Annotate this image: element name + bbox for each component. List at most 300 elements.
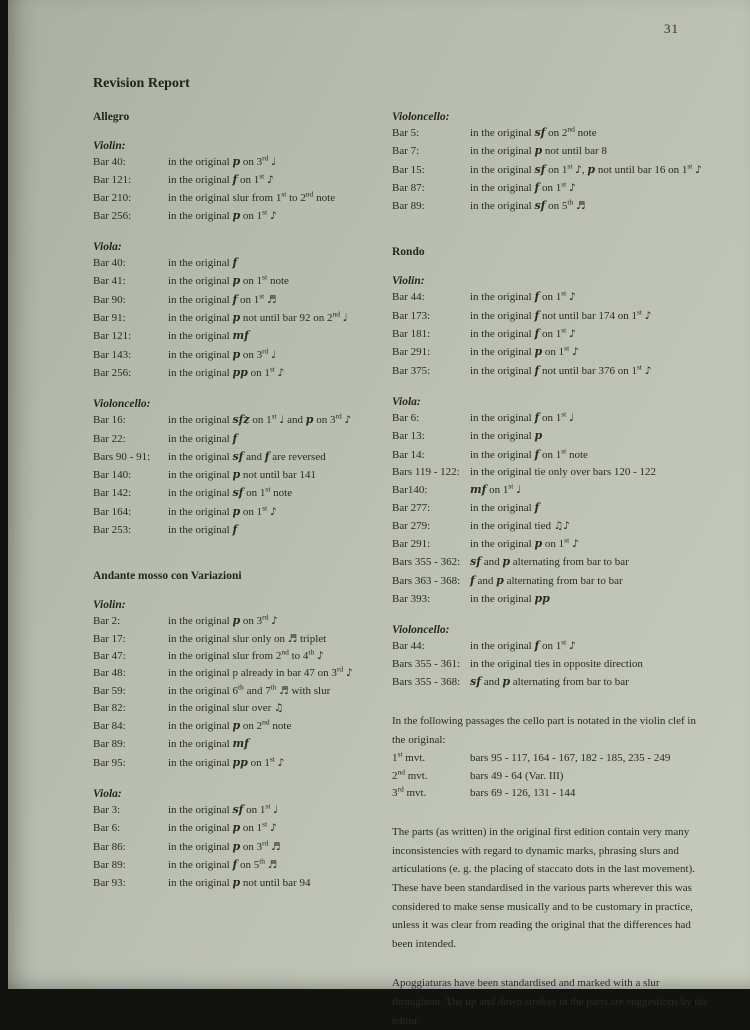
revision-row	[93, 735, 393, 753]
revision-description: in the original sf on 1st ♩	[168, 801, 279, 817]
note-glyph: ♪	[571, 538, 579, 551]
revision-description: in the original p not until bar 8	[470, 144, 607, 158]
revision-description: in the original f not until bar 376 on 1st ♪	[470, 362, 652, 377]
revision-description: in the original f not until bar 174 on 1st ♪	[470, 307, 652, 322]
revision-row	[93, 521, 393, 539]
revision-row	[93, 717, 393, 735]
part-heading: Viola:	[93, 241, 122, 254]
note-glyph: ♩	[516, 484, 522, 497]
revision-description: sf and p alternating from bar to bar	[470, 674, 629, 688]
dynamic-mark: p	[232, 155, 241, 168]
dynamic-mark: sf	[470, 555, 481, 569]
part-heading: Violin:	[93, 140, 126, 152]
revision-row	[392, 161, 728, 179]
ordinal-superscript: st	[561, 325, 567, 335]
dynamic-mark: p	[534, 537, 543, 551]
ordinal-superscript: rd	[336, 664, 344, 674]
revision-row	[392, 343, 728, 361]
dynamic-mark: p	[232, 208, 241, 222]
revision-description: bars 95 - 117, 164 - 167, 182 - 185, 235 - 249	[470, 752, 671, 765]
note-glyph: ♪	[575, 163, 582, 176]
revision-row	[93, 364, 393, 382]
paragraph: Apoggiaturas have been standardised and marked with a slur throughout. The up and down strokes in the parts are suggestions by the editor.	[392, 977, 708, 1027]
paragraph: The parts (as written) in the original first edition contain very many inconsistencies with regard to dynamic marks, phrasing slurs and articulations (e. g. the placing of staccato dots in the last movement). These have been standardised in the various parts wherever this was considered to make sense musically and to be customary in practice, unless it was clear from reading the original that the differences had been intended.	[392, 826, 696, 950]
ordinal-superscript: th	[237, 681, 244, 691]
bar-label: Bar 210:	[93, 191, 132, 204]
note-glyph: ♩	[568, 411, 574, 424]
ordinal-superscript: rd	[262, 612, 269, 622]
note-glyph: ♪	[345, 667, 353, 680]
revision-description: in the original f on 1st ♪	[168, 171, 274, 187]
part-heading: Violin:	[392, 275, 425, 288]
revision-row	[392, 446, 728, 464]
note-glyph: ♪	[568, 181, 576, 194]
note-glyph: ♪	[269, 209, 277, 222]
revision-row	[93, 631, 393, 648]
revision-description: in the original sf and f are reversed	[168, 449, 326, 463]
page-number: 31	[664, 21, 679, 36]
note-glyph: ♩	[271, 348, 277, 361]
bar-label: Bar 87:	[392, 181, 425, 194]
revision-description: in the original p	[470, 429, 543, 443]
bar-label: Bar 84:	[93, 720, 126, 733]
note-glyph: ♪	[644, 309, 652, 322]
revision-row	[93, 327, 393, 345]
bar-label: 1st mvt.	[392, 749, 426, 765]
revision-row	[392, 427, 728, 445]
dynamic-mark: f	[470, 573, 475, 587]
ordinal-superscript: rd	[262, 837, 269, 847]
revision-row	[93, 448, 393, 466]
ordinal-superscript: st	[687, 160, 693, 170]
dynamic-mark: f	[232, 256, 238, 270]
bar-label: Bars 355 - 361:	[392, 657, 461, 670]
bar-label: Bar 95:	[93, 756, 126, 769]
dynamic-mark: p	[305, 413, 314, 427]
bar-label: Bar 140:	[93, 469, 132, 482]
revision-row	[392, 325, 728, 343]
ordinal-superscript: st	[567, 160, 573, 170]
revision-row	[392, 362, 728, 380]
revision-description: in the original pp on 1st ♪	[168, 364, 285, 379]
note-glyph: ♩	[271, 156, 277, 168]
dynamic-mark: p	[587, 162, 596, 176]
ordinal-superscript: th	[308, 647, 315, 657]
revision-row	[93, 190, 393, 207]
ordinal-superscript: st	[262, 503, 268, 513]
note-glyph: ♪	[277, 366, 285, 379]
ordinal-superscript: st	[561, 179, 567, 189]
dynamic-mark: f	[264, 449, 270, 463]
ordinal-superscript: st	[397, 749, 403, 759]
revision-row	[392, 637, 728, 655]
part-heading: Violoncello:	[392, 111, 450, 123]
dynamic-mark: p	[502, 674, 511, 688]
ordinal-superscript: st	[281, 188, 287, 198]
bar-label: Bar 15:	[392, 163, 425, 176]
part-heading: Viola:	[392, 395, 421, 408]
dynamic-mark: f	[534, 447, 540, 461]
revision-row	[93, 648, 393, 665]
bar-label: Bar 93:	[93, 877, 126, 890]
revision-description: f and p alternating from bar to bar	[470, 573, 623, 587]
dynamic-mark: f	[534, 410, 540, 424]
note-glyph: ♪	[571, 346, 579, 359]
ordinal-superscript: rd	[335, 411, 342, 421]
ordinal-superscript: st	[564, 535, 570, 545]
bar-label: Bar 48:	[93, 667, 126, 680]
bar-label: Bars 355 - 362:	[392, 556, 461, 569]
dynamic-mark: p	[534, 429, 543, 443]
ordinal-superscript: st	[269, 364, 275, 374]
revision-row	[93, 291, 393, 309]
revision-description: in the original sfz on 1st ♩ and p on 3rd ♪	[168, 411, 352, 427]
revision-description: in the original mf	[168, 329, 249, 343]
revision-row	[93, 254, 393, 272]
revision-description: in the original f	[470, 501, 540, 515]
bar-label: Bar 256:	[93, 209, 132, 222]
dynamic-mark: sf	[534, 126, 546, 139]
revision-row	[93, 207, 393, 225]
note-glyph: ♫	[274, 701, 284, 714]
bar-label: Bar 173:	[392, 309, 431, 322]
revision-row	[392, 288, 728, 306]
revision-rows	[392, 288, 728, 379]
dynamic-mark: p	[232, 274, 241, 288]
dynamic-mark: pp	[534, 591, 550, 605]
movement-heading: Allegro	[93, 111, 130, 123]
dynamic-mark: pp	[232, 365, 248, 379]
movement-heading: Andante mosso con Variazioni	[93, 570, 242, 583]
revision-row	[93, 754, 393, 772]
revision-description: bars 49 - 64 (Var. III)	[470, 769, 564, 782]
revision-row	[392, 518, 728, 535]
dynamic-mark: sf	[232, 803, 244, 817]
note-glyph: ♩	[342, 312, 348, 325]
dynamic-mark: f	[534, 501, 540, 515]
bar-label: Bar 47:	[93, 649, 126, 662]
bar-label: Bar 59:	[93, 684, 126, 697]
dynamic-mark: f	[232, 292, 238, 306]
bar-label: Bar 6:	[392, 411, 420, 424]
dynamic-mark: p	[534, 144, 543, 158]
dynamic-mark: pp	[232, 755, 248, 769]
dynamic-mark: f	[534, 639, 540, 653]
bar-label: Bar 17:	[93, 632, 126, 645]
dynamic-mark: sf	[232, 486, 244, 500]
dynamic-mark: mf	[232, 329, 249, 343]
revision-rows	[93, 153, 393, 225]
revision-description: in the original p not until bar 141	[168, 468, 316, 482]
bar-label: Bar 143:	[93, 348, 132, 361]
revision-description: in the original tie only over bars 120 - 122	[470, 465, 657, 478]
revision-description: in the original f on 1st ♪	[470, 288, 576, 304]
revision-row	[392, 656, 728, 673]
bar-label: Bar 44:	[392, 640, 425, 653]
ordinal-superscript: th	[567, 197, 574, 207]
bar-label: Bar 16:	[93, 414, 126, 427]
revision-description: in the original f	[168, 523, 238, 537]
bar-label: Bar 22:	[93, 432, 126, 445]
revision-row	[93, 346, 393, 364]
bar-label: Bar 2:	[93, 615, 121, 628]
revision-row	[392, 124, 728, 142]
dynamic-mark: f	[534, 363, 540, 377]
ordinal-superscript: nd	[567, 124, 575, 134]
ordinal-superscript: nd	[281, 647, 289, 657]
dynamic-mark: p	[232, 719, 241, 733]
revision-row	[392, 142, 728, 160]
bar-label: Bar 121:	[93, 174, 132, 187]
revision-description: in the original f on 1st ♪	[470, 325, 576, 341]
page-title: Revision Report	[93, 76, 190, 91]
dynamic-mark: mf	[470, 483, 487, 497]
part-heading: Violin:	[93, 599, 126, 612]
revision-row	[93, 466, 393, 484]
note-glyph: ♪	[317, 649, 324, 662]
revision-description: in the original sf on 5th ♬	[470, 197, 586, 213]
dynamic-mark: mf	[232, 737, 249, 751]
revision-rows	[93, 612, 393, 772]
revision-row	[93, 309, 393, 327]
revision-row	[392, 409, 728, 427]
note-glyph: ♪	[695, 163, 702, 176]
dynamic-mark: f	[534, 290, 540, 304]
revision-description: in the original f on 1st note	[470, 445, 588, 461]
note-glyph: ♫♪	[553, 519, 570, 532]
revision-row	[392, 307, 728, 325]
dynamic-mark: p	[232, 504, 241, 518]
revision-row	[392, 464, 728, 481]
bar-label: 3rd mvt.	[392, 784, 427, 799]
bar-label: Bar 13:	[392, 430, 425, 443]
dynamic-mark: f	[534, 327, 540, 341]
revision-row	[93, 801, 393, 819]
bar-label: Bar 5:	[392, 127, 420, 139]
ordinal-superscript: st	[508, 481, 514, 491]
bar-label: Bar 89:	[93, 858, 126, 871]
revision-row	[93, 838, 393, 856]
ordinal-superscript: rd	[397, 784, 404, 794]
ordinal-superscript: st	[636, 362, 642, 372]
revision-rows	[93, 254, 393, 382]
bar-label: 2nd mvt.	[392, 766, 428, 782]
revision-row	[392, 197, 728, 215]
bar-label: Bar 121:	[93, 330, 132, 343]
revision-row	[93, 153, 393, 171]
revision-rows	[93, 801, 393, 892]
ordinal-superscript: st	[561, 445, 567, 455]
revision-description: in the original slur over ♫	[168, 701, 284, 714]
dynamic-mark: sf	[232, 449, 244, 463]
revision-description: in the original mf	[168, 737, 249, 751]
ordinal-superscript: st	[259, 171, 265, 181]
revision-description: in the original sf on 1st ♪, p not until bar 16 on 1st ♪	[470, 160, 702, 176]
part-heading: Violoncello:	[392, 624, 450, 637]
note-glyph: ♬	[576, 200, 586, 213]
revision-rows	[392, 750, 728, 802]
ordinal-superscript: th	[259, 856, 266, 866]
note-glyph: ♬	[279, 684, 289, 697]
page	[8, 0, 750, 1027]
bar-label: Bar 277:	[392, 502, 431, 515]
bar-label: Bars 119 - 122:	[392, 465, 460, 478]
revision-row	[93, 430, 393, 448]
revision-row	[392, 553, 728, 571]
revision-row	[392, 673, 728, 691]
ordinal-superscript: st	[262, 819, 268, 829]
bar-label: Bars 355 - 368:	[392, 675, 461, 688]
ordinal-superscript: st	[636, 307, 642, 317]
revision-row	[392, 750, 728, 767]
revision-row	[93, 484, 393, 502]
revision-description: in the original p on 3rd ♪	[168, 612, 278, 628]
dynamic-mark: f	[232, 857, 238, 871]
revision-description: in the original f on 5th ♬	[168, 856, 278, 871]
revision-description: in the original p already in bar 47 on 3rd ♪	[168, 664, 353, 680]
revision-description: in the original tied ♫♪	[470, 519, 570, 532]
bar-label: Bar 181:	[392, 328, 431, 341]
bar-label: Bar 375:	[392, 364, 431, 377]
dynamic-mark: sf	[534, 162, 546, 176]
dynamic-mark: p	[232, 468, 241, 482]
note-glyph: ♬	[271, 840, 281, 853]
revision-row	[93, 665, 393, 682]
bar-label: Bar 89:	[93, 738, 126, 751]
revision-row	[93, 874, 393, 892]
revision-row	[392, 768, 728, 785]
dynamic-mark: p	[232, 821, 241, 835]
revision-description: sf and p alternating from bar to bar	[470, 555, 629, 569]
revision-description: in the original f on 1st ♪	[470, 179, 576, 194]
bar-label: Bar 291:	[392, 538, 431, 551]
note-glyph: ♬	[287, 632, 298, 645]
note-glyph: ♪	[269, 505, 277, 518]
revision-row	[392, 572, 728, 590]
ordinal-superscript: rd	[262, 346, 269, 356]
bar-label: Bar 89:	[392, 200, 425, 213]
revision-description: in the original p on 1st ♪	[168, 503, 277, 518]
ordinal-superscript: nd	[332, 309, 340, 319]
note-glyph: ♬	[267, 858, 278, 871]
ordinal-superscript: st	[262, 272, 268, 282]
note-glyph: ♪	[568, 291, 576, 304]
revision-description: in the original p on 2nd note	[168, 717, 292, 733]
note-glyph: ♪	[344, 414, 352, 427]
note-glyph: ♪	[568, 328, 576, 341]
ordinal-superscript: nd	[262, 717, 270, 727]
revision-row	[93, 612, 393, 630]
movement-heading: Rondo	[392, 246, 425, 259]
revision-description: in the original f	[168, 256, 238, 270]
revision-description: in the original 6th and 7th ♬ with slur	[168, 681, 331, 697]
revision-row	[392, 179, 728, 197]
dynamic-mark: sf	[534, 199, 546, 213]
bar-label: Bar 393:	[392, 592, 431, 605]
revision-row	[392, 590, 728, 608]
revision-row	[392, 499, 728, 517]
bar-label: Bar 91:	[93, 312, 126, 325]
revision-row	[93, 683, 393, 700]
dynamic-mark: f	[232, 431, 238, 445]
ordinal-superscript: st	[262, 207, 268, 217]
revision-rows	[93, 411, 393, 539]
note-glyph: ♪	[269, 822, 277, 835]
revision-description: in the original f on 1st ♪	[470, 637, 576, 653]
revision-description: in the original p on 1st ♪	[470, 535, 579, 551]
revision-row	[93, 272, 393, 290]
dynamic-mark: p	[534, 345, 543, 359]
note-glyph: ♪	[568, 640, 576, 653]
bar-label: Bar 14:	[392, 448, 425, 461]
revision-description: in the original p not until bar 94	[168, 876, 311, 890]
revision-description: in the original p on 3rd ♩	[168, 346, 277, 361]
dynamic-mark: p	[232, 614, 241, 628]
revision-description: in the original p on 1st note	[168, 272, 289, 288]
revision-row	[93, 503, 393, 521]
revision-description: in the original sf on 1st note	[168, 484, 293, 500]
part-heading: Violoncello:	[93, 398, 151, 411]
ordinal-superscript: st	[271, 411, 277, 421]
dynamic-mark: sfz	[232, 413, 250, 427]
bar-label: Bar 7:	[392, 145, 420, 158]
bar-label: Bar 86:	[93, 840, 126, 853]
bar-label: Bar140:	[392, 484, 428, 497]
bar-label: Bar 142:	[93, 487, 132, 500]
revision-row	[93, 171, 393, 189]
note-glyph: ♪	[271, 615, 278, 628]
revision-description: in the original f	[168, 431, 238, 445]
bar-label: Bars 90 - 91:	[93, 450, 151, 463]
dynamic-mark: p	[232, 347, 241, 361]
bar-label: Bar 90:	[93, 293, 126, 306]
ordinal-superscript: rd	[262, 153, 269, 163]
ordinal-superscript: st	[269, 754, 275, 764]
ordinal-superscript: nd	[305, 188, 314, 198]
revision-description: in the original slur from 2nd to 4th ♪	[168, 647, 324, 662]
bar-label: Bar 3:	[93, 804, 121, 817]
ordinal-superscript: st	[561, 409, 567, 419]
part-heading: Viola:	[93, 788, 122, 801]
right-column	[392, 111, 728, 1030]
bar-label: Bar 44:	[392, 291, 425, 304]
dynamic-mark: f	[534, 308, 540, 322]
revision-description: in the original p on 1st ♪	[168, 819, 277, 835]
note-glyph: ♬	[266, 293, 277, 306]
ordinal-superscript: st	[564, 343, 570, 353]
revision-description: in the original f on 1st ♩	[470, 409, 574, 424]
bar-label: Bar 279:	[392, 519, 431, 532]
ordinal-superscript: th	[270, 681, 277, 691]
ordinal-superscript: st	[265, 484, 271, 494]
dynamic-mark: p	[232, 876, 241, 890]
bar-label: Bar 6:	[93, 822, 121, 835]
ordinal-superscript: st	[561, 637, 567, 647]
ordinal-superscript: st	[259, 291, 265, 301]
dynamic-mark: f	[232, 173, 238, 187]
revision-description: bars 69 - 126, 131 - 144	[470, 786, 576, 799]
bar-label: Bars 363 - 368:	[392, 574, 461, 587]
bar-label: Bar 40:	[93, 257, 126, 270]
bar-label: Bar 40:	[93, 156, 126, 168]
revision-row	[392, 535, 728, 553]
revision-rows	[392, 409, 728, 608]
revision-row	[93, 856, 393, 874]
revision-row	[93, 411, 393, 429]
bar-label: Bar 291:	[392, 346, 431, 359]
note-glyph: ♪	[644, 364, 652, 377]
bar-label: Bar 256:	[93, 366, 132, 379]
